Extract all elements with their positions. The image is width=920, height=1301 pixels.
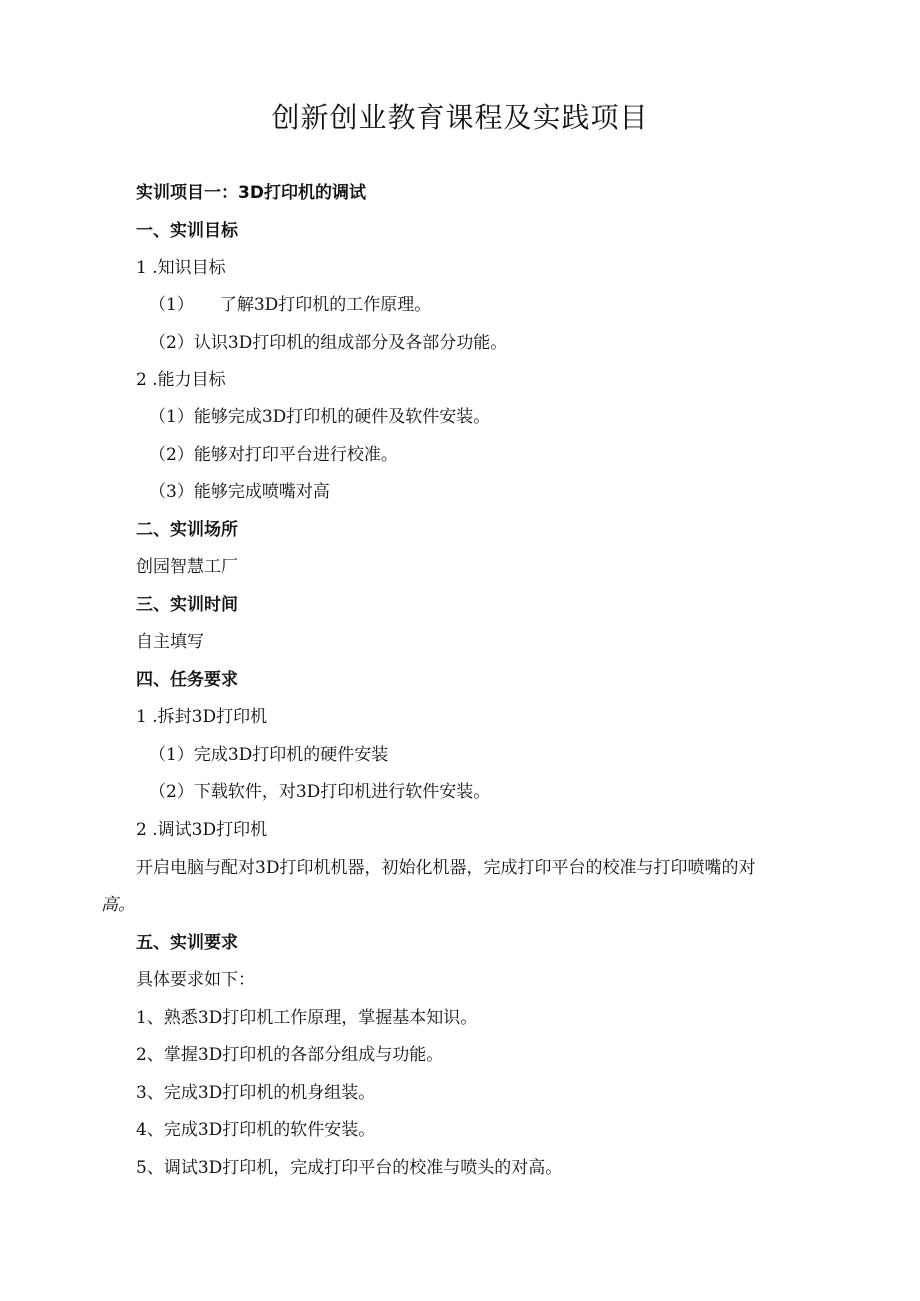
list-item-number: （1） (149, 295, 194, 315)
project-heading: 实训项目一：3D打印机的调试 (136, 183, 366, 203)
list-item-number: （3） (149, 482, 194, 502)
time-text: 自主填写 (136, 632, 204, 652)
list-item-text: 认识3D打印机的组成部分及各部分功能。 (193, 333, 508, 353)
debug-paragraph-continuation: 高。 (101, 895, 135, 915)
list-item: 3、完成3D打印机的机身组装。 (136, 1083, 376, 1103)
list-item-number: （2） (149, 333, 194, 353)
list-item (149, 743, 388, 767)
list-item-number: （2） (149, 445, 194, 465)
list-item (149, 293, 431, 317)
section-heading-goals: 一、实训目标 (136, 221, 238, 241)
debug-task-label: 2 .调试3D打印机 (136, 820, 268, 840)
list-item-text: 下载软件，对3D打印机进行软件安装。 (193, 782, 491, 802)
list-item-text: 了解3D打印机的工作原理。 (219, 295, 432, 315)
list-item: 4、完成3D打印机的软件安装。 (136, 1120, 376, 1140)
list-item-number: （2） (149, 782, 194, 802)
location-text: 创园智慧工厂 (136, 557, 238, 577)
list-item-text: 能够完成喷嘴对高 (193, 482, 330, 502)
list-item (149, 331, 507, 355)
list-item: 5、调试3D打印机，完成打印平台的校准与喷头的对高。 (136, 1158, 563, 1178)
list-item-number: （1） (149, 745, 194, 765)
ability-goal-label: 2 .能力目标 (136, 370, 226, 390)
list-item-text: 完成3D打印机的硬件安装 (193, 745, 389, 765)
document-title: 创新创业教育课程及实践项目 (271, 101, 649, 134)
section-heading-requirements: 五、实训要求 (136, 933, 238, 953)
list-item (149, 405, 490, 429)
list-item (149, 443, 398, 467)
unbox-task-label: 1 .拆封3D打印机 (136, 707, 268, 727)
requirements-intro: 具体要求如下： (136, 970, 255, 990)
knowledge-goal-label: 1 .知识目标 (136, 258, 226, 278)
list-item-text: 能够对打印平台进行校准。 (193, 445, 398, 465)
debug-paragraph-line: 开启电脑与配对3D打印机机器，初始化机器，完成打印平台的校准与打印喷嘴的对 (136, 858, 756, 878)
section-heading-time: 三、实训时间 (136, 595, 238, 615)
list-item: 2、掌握3D打印机的各部分组成与功能。 (136, 1045, 444, 1065)
section-heading-tasks: 四、任务要求 (136, 670, 238, 690)
list-item (149, 780, 490, 804)
list-item (149, 480, 330, 504)
list-item-number: （1） (149, 407, 194, 427)
list-item-text: 能够完成3D打印机的硬件及软件安装。 (193, 407, 491, 427)
list-item: 1、熟悉3D打印机工作原理，掌握基本知识。 (136, 1008, 478, 1028)
section-heading-location: 二、实训场所 (136, 520, 238, 540)
